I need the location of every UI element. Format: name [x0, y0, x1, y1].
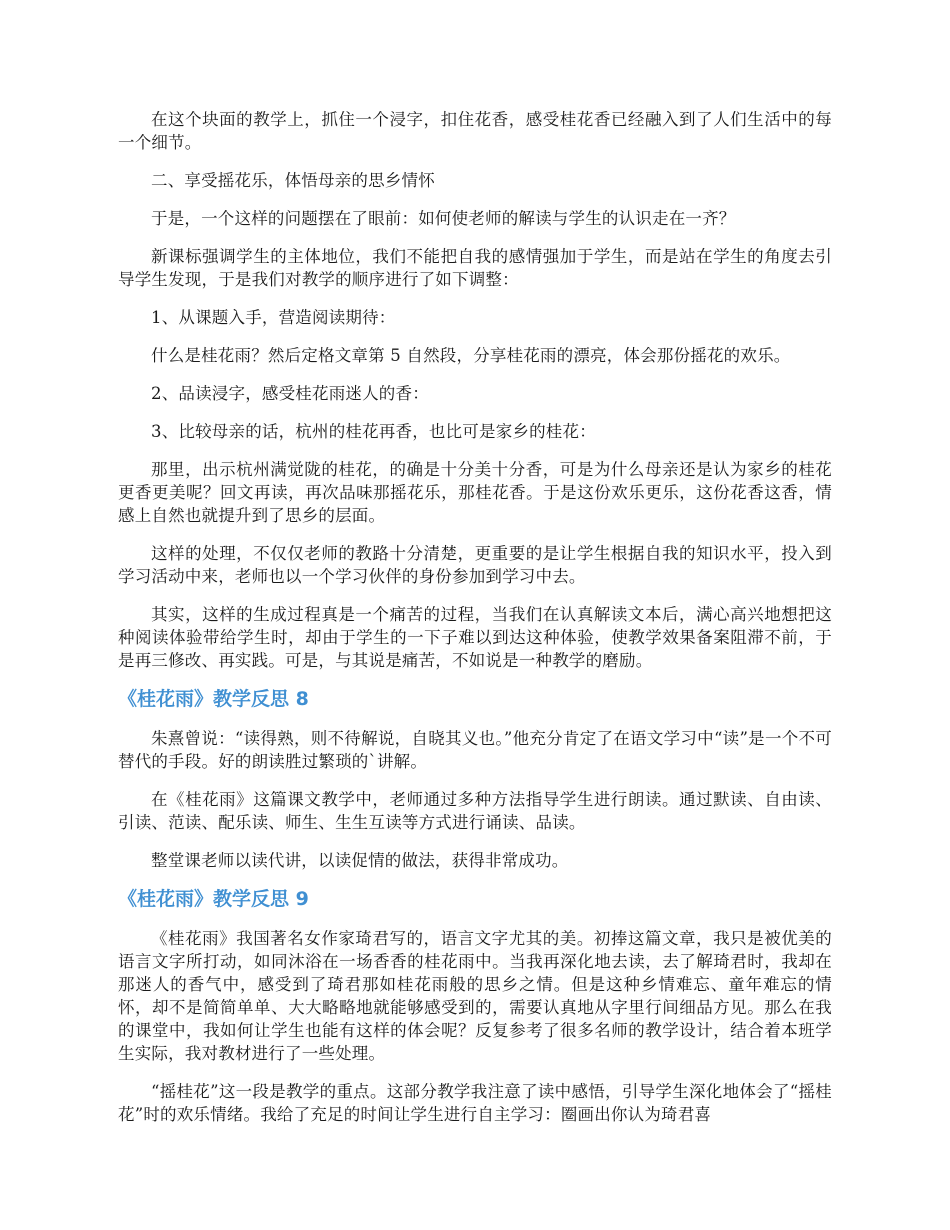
paragraph: 于是，一个这样的问题摆在了眼前：如何使老师的解读与学生的认识走在一齐？ [151, 209, 736, 228]
paragraph: 什么是桂花雨？然后定格文章第 5 自然段，分享桂花雨的漂亮，体会那份摇花的欢乐。 [151, 346, 791, 365]
paragraph: 《桂花雨》我国著名女作家琦君写的，语言文字尤其的美。初捧这篇文章，我只是被优美的语言文字所打动，如同沐浴在一场香香的桂花雨中。当我再深化地去读，去了解琦君时，我却在那迷人的香气中，感受到了琦君那如桂花雨般的思乡之情。但是这种乡情难忘、童年难忘的情怀，却不是简简单单、大大略略地就能够感受到的，需要认真地从字里行间细品方见。那么在我的课堂中，我如何让学生也能有这样的体会呢？反复参考了很多名师的教学设计，结合着本班学生实际，我对教材进行了一些处理。 [118, 929, 832, 1063]
paragraph: 整堂课老师以读代讲，以读促情的做法，获得非常成功。 [151, 851, 569, 870]
paragraph: 这样的处理，不仅仅老师的教路十分清楚，更重要的是让学生根据自我的知识水平，投入到学习活动中来，老师也以一个学习伙伴的身份参加到学习中去。 [118, 544, 832, 586]
paragraph: 在《桂花雨》这篇课文教学中，老师通过多种方法指导学生进行朗读。通过默读、自由读、引读、范读、配乐读、师生、生生互读等方式进行诵读、品读。 [118, 790, 832, 832]
paragraph: 其实，这样的生成过程真是一个痛苦的过程，当我们在认真解读文本后，满心高兴地想把这种阅读体验带给学生时，却由于学生的一下子难以到达这种体验，使教学效果备案阻滞不前，于是再三修改、再实践。可是，与其说是痛苦，不如说是一种教学的磨励。 [118, 605, 832, 670]
paragraph: 新课标强调学生的主体地位，我们不能把自我的感情强加于学生，而是站在学生的角度去引导学生发现，于是我们对教学的顺序进行了如下调整： [118, 247, 832, 289]
list-item: 3、比较母亲的话，杭州的桂花再香，也比可是家乡的桂花： [151, 422, 596, 441]
paragraph: 在这个块面的教学上，抓住一个浸字，扣住花香，感受桂花香已经融入到了人们生活中的每一个细节。 [118, 110, 832, 152]
paragraph: 朱熹曾说：“读得熟，则不待解说，自晓其义也。”他充分肯定了在语文学习中“读”是一个不可替代的手段。好的朗读胜过繁琐的`讲解。 [118, 729, 832, 771]
list-item: 2、品读浸字，感受桂花雨迷人的香： [151, 384, 429, 403]
list-item: 1、从课题入手，营造阅读期待： [151, 308, 396, 327]
section-subheading: 二、享受摇花乐，体悟母亲的思乡情怀 [151, 171, 435, 190]
paragraph: “摇桂花”这一段是教学的重点。这部分教学我注意了读中感悟，引导学生深化地体会了“摇桂花”时的欢乐情绪。我给了充足的时间让学生进行自主学习：圈画出你认为琦君喜 [118, 1082, 832, 1124]
section-heading-9: 《桂花雨》教学反思 9 [118, 888, 309, 910]
section-heading-8: 《桂花雨》教学反思 8 [118, 688, 309, 710]
paragraph: 那里，出示杭州满觉陇的桂花，的确是十分美十分香，可是为什么母亲还是认为家乡的桂花更香更美呢？回文再读，再次品味那摇花乐，那桂花香。于是这份欢乐更乐，这份花香这香，情感上自然也就提升到了思乡的层面。 [118, 460, 832, 525]
